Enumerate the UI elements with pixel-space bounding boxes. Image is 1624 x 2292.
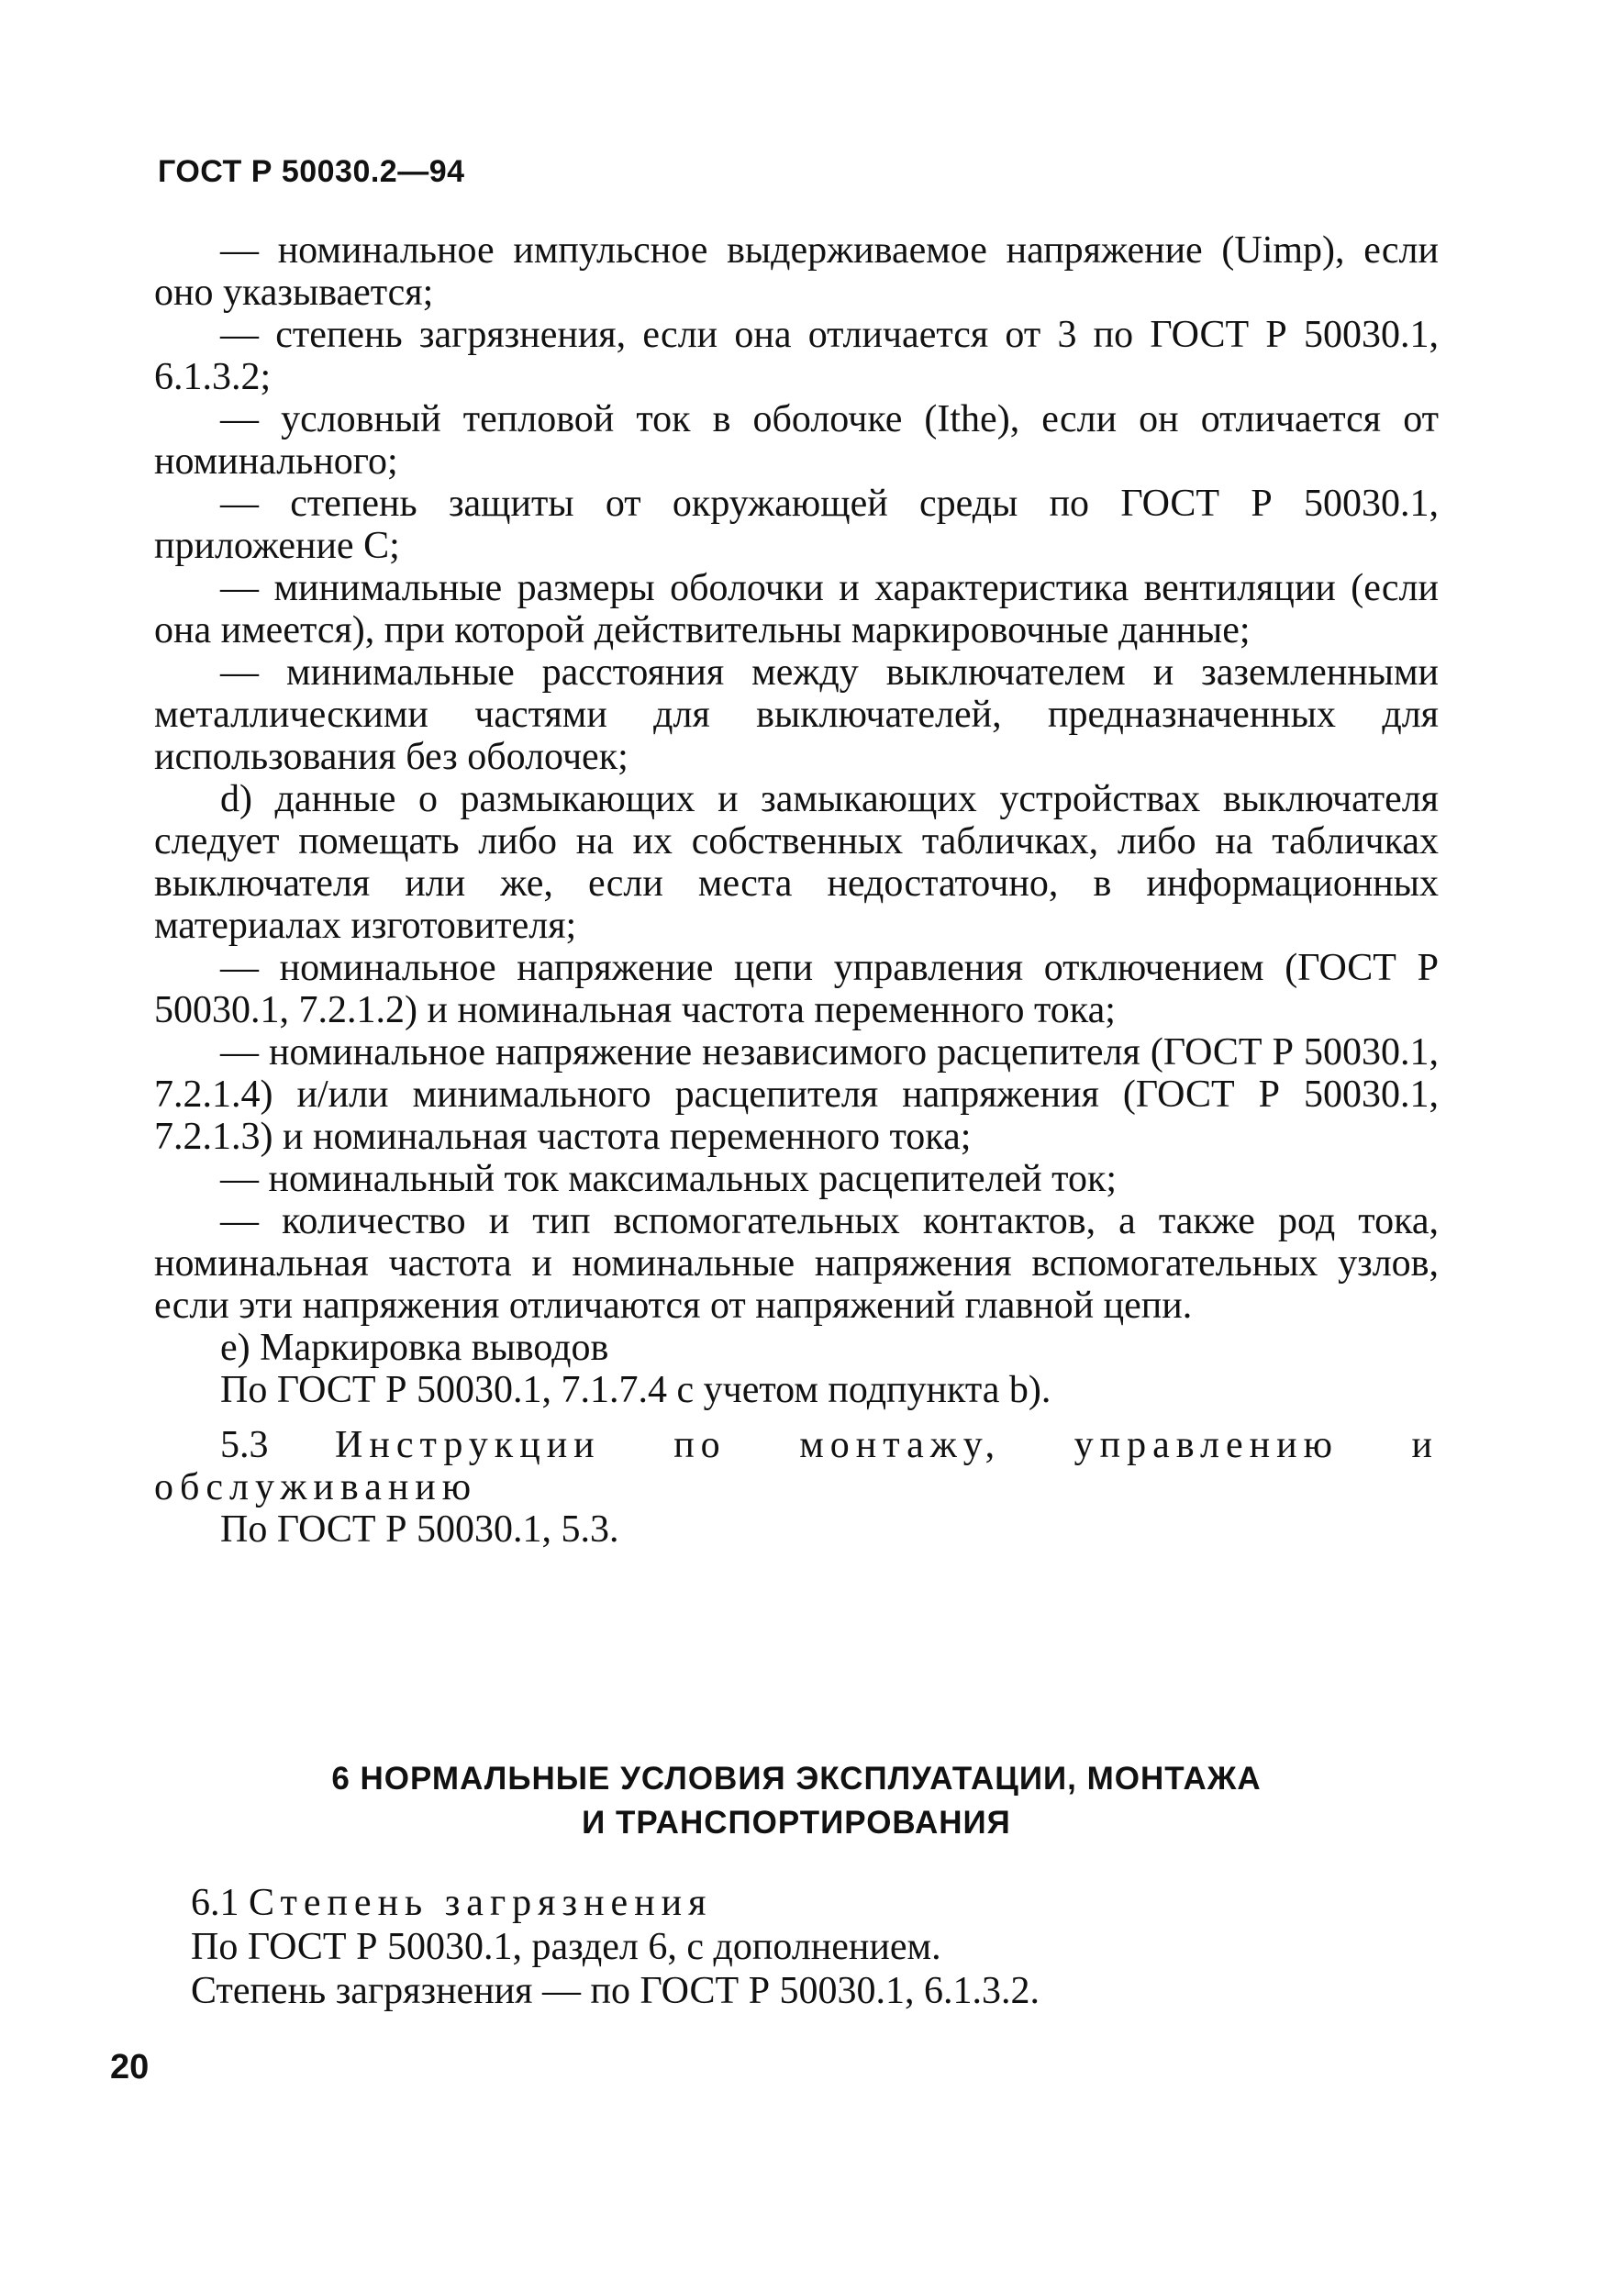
section-6-body: [154, 1881, 1439, 2013]
page-number: 20: [110, 2048, 150, 2086]
item-e-title: е) Маркировка выводов: [220, 1327, 609, 1369]
clause-5-3-text: По ГОСТ Р 50030.1, 5.3.: [220, 1508, 619, 1551]
clause-6-1-title: [154, 1881, 1439, 1925]
clause-5-3-number: 5.3: [220, 1424, 269, 1466]
clause-6-1-line2: Степень загрязнения — по ГОСТ Р 50030.1, 6.1.3.2.: [191, 1970, 1040, 2012]
clause-6-1-line1: По ГОСТ Р 50030.1, раздел 6, с дополнением.: [191, 1926, 941, 1968]
item-e-text: По ГОСТ Р 50030.1, 7.1.7.4 с учетом подпункта b).: [220, 1369, 1051, 1411]
main-text: [154, 229, 1439, 1551]
clause-5-3-heading: Инструкции по монтажу, управлению и обслуживанию: [154, 1424, 1439, 1508]
standard-header: ГОСТ Р 50030.2—94: [158, 154, 465, 189]
list-item: — степень загрязнения, если она отличается от 3 по ГОСТ Р 50030.1, 6.1.3.2;: [154, 314, 1439, 398]
clause-5-3-title: [154, 1424, 1439, 1508]
list-item: — номинальное импульсное выдерживаемое напряжение (Uimp), если оно указывается;: [154, 229, 1439, 314]
list-item: — номинальное напряжение независимого расцепителя (ГОСТ Р 50030.1, 7.2.1.4) и/или минимального расцепителя напряжения (ГОСТ Р 50030.1, 7.2.1.3) и номинальная частота переменного тока;: [154, 1031, 1439, 1158]
list-item: — номинальное напряжение цепи управления отключением (ГОСТ Р 50030.1, 7.2.1.2) и номинальная частота переменного тока;: [154, 947, 1439, 1031]
clause-6-1-number: 6.1: [191, 1882, 239, 1924]
list-item: — степень защиты от окружающей среды по ГОСТ Р 50030.1, приложение С;: [154, 483, 1439, 567]
section-6-heading-line2: И ТРАНСПОРТИРОВАНИЯ: [582, 1805, 1011, 1841]
clause-6-1-heading: Степень загрязнения: [249, 1882, 713, 1924]
section-6-heading-line1: 6 НОРМАЛЬНЫЕ УСЛОВИЯ ЭКСПЛУАТАЦИИ, МОНТАЖА: [331, 1761, 1262, 1797]
list-item: — количество и тип вспомогательных контактов, а также род тока, номинальная частота и номинальные напряжения вспомогательных узлов, если эти напряжения отличаются от напряжений главной цепи.: [154, 1200, 1439, 1327]
list-item: — условный тепловой ток в оболочке (Ithe), если он отличается от номинального;: [154, 398, 1439, 483]
list-item: — номинальный ток максимальных расцепителей ток;: [220, 1158, 1118, 1200]
list-item: — минимальные расстояния между выключателем и заземленными металлическими частями для выключателей, предназначенных для использования без оболочек;: [154, 651, 1439, 778]
list-item: — минимальные размеры оболочки и характеристика вентиляции (если она имеется), при которой действительны маркировочные данные;: [154, 567, 1439, 651]
item-d: d) данные о размыкающих и замыкающих устройствах выключателя следует помещать либо на их собственных табличках, либо на табличках выключателя или же, если места недостаточно, в информационных материалах изготовителя;: [154, 778, 1439, 947]
section-6-heading: [154, 1757, 1439, 1845]
